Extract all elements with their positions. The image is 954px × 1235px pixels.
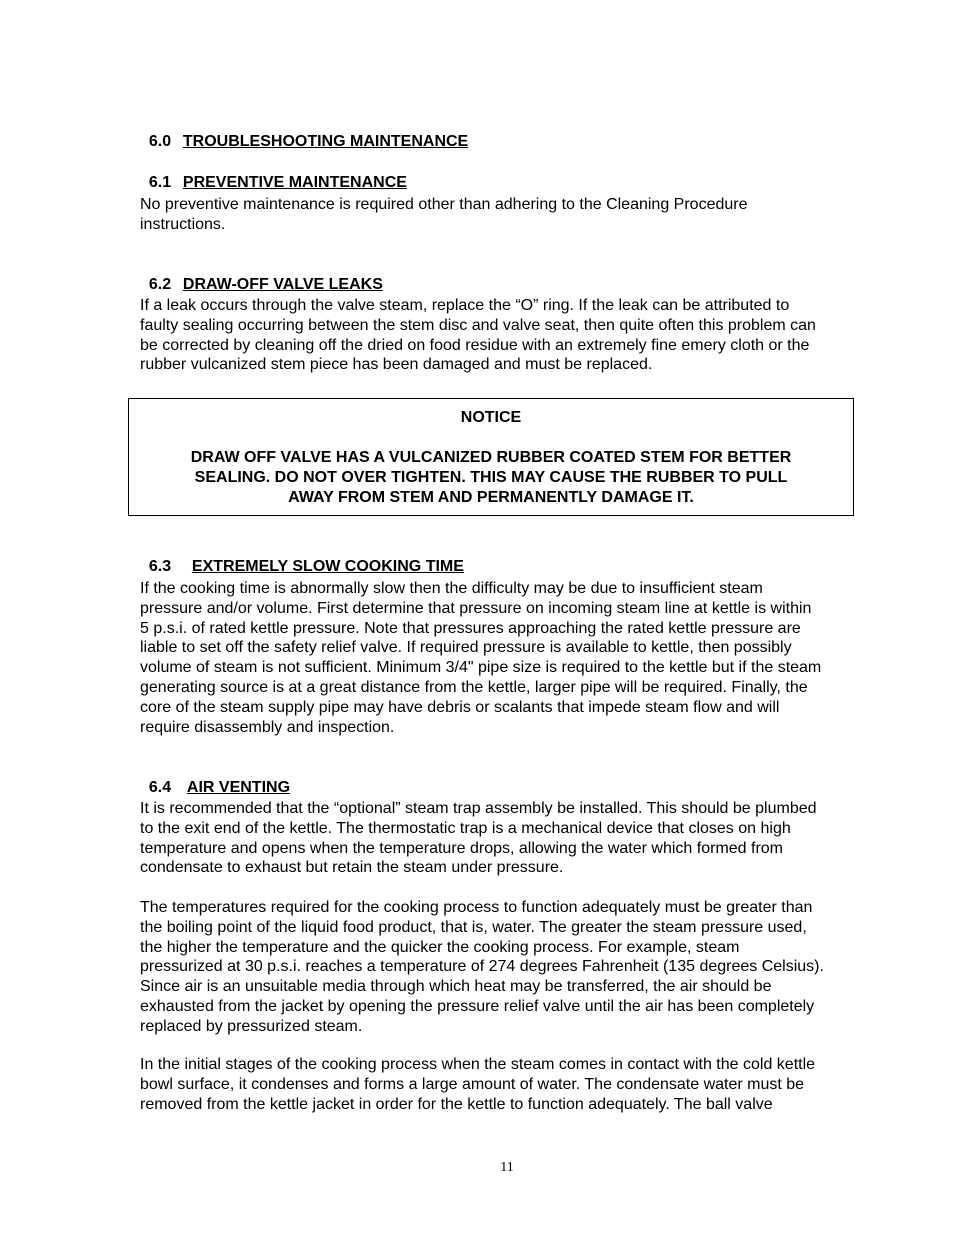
text-line: No preventive maintenance is required other than adhering to the Cleaning Procedure [140, 196, 748, 213]
text-line: to the exit end of the kettle. The thermostatic trap is a mechanical device that closes on high [140, 819, 791, 837]
page-number: 11 [500, 1160, 514, 1175]
text-line: faulty sealing occurring between the stem disc and valve seat, then quite often this problem can [140, 316, 816, 334]
section-6-4-heading [140, 758, 880, 798]
text-line: replaced by pressurized steam. [140, 1017, 363, 1035]
notice-box [128, 398, 854, 516]
section-6-4-paragraph-2 [140, 898, 880, 1037]
text-line: pressure and/or volume. First determine that pressure on incoming steam line at kettle is within [140, 599, 812, 617]
section-6-3-heading [140, 537, 880, 577]
text-line: liable to set off the safety relief valve. If required pressure is available to kettle, then possibly [140, 639, 792, 657]
text-line: temperature and opens when the temperature drops, allowing the water which formed from [140, 839, 784, 857]
text-line: Since air is an unsuitable media through which heat may be transferred, the air should be [140, 978, 772, 996]
text-line: the boiling point of the liquid food product, that is, water. The greater the steam pressure used, [140, 918, 807, 936]
text-line: exhausted from the jacket by opening the pressure relief valve until the air has been completely [140, 997, 815, 1015]
section-title: PREVENTIVE MAINTENANCE [182, 174, 407, 191]
section-number: 6.0 [148, 133, 172, 150]
section-6-4-paragraph-1 [140, 799, 880, 878]
section-6-2-heading [140, 255, 880, 295]
text-line: If a leak occurs through the valve steam, replace the “O” ring. If the leak can be attributed to [140, 297, 790, 314]
section-6-2-paragraph [140, 296, 880, 375]
notice-body [129, 448, 853, 508]
section-title: AIR VENTING [186, 779, 291, 796]
notice-line: DRAW OFF VALVE HAS A VULCANIZED RUBBER COATED STEM FOR BETTER [190, 449, 792, 466]
text-line: removed from the kettle jacket in order for the kettle to function adequately. The ball valve [140, 1095, 773, 1113]
section-6-1-paragraph [140, 195, 880, 235]
section-6-3-paragraph [140, 579, 880, 737]
section-number: 6.2 [148, 276, 172, 293]
section-6-4-paragraph-3 [140, 1055, 880, 1114]
text-line: require disassembly and inspection. [140, 718, 395, 736]
section-number: 6.3 [148, 558, 172, 575]
text-line: generating source is at a great distance from the kettle, larger pipe will be required. Finally, the [140, 678, 808, 696]
text-line: rubber vulcanized stem piece has been damaged and must be replaced. [140, 356, 653, 374]
section-number: 6.1 [148, 174, 172, 191]
text-line: instructions. [140, 215, 226, 233]
text-line: 5 p.s.i. of rated kettle pressure. Note that pressures approaching the rated kettle pressure are [140, 619, 801, 637]
text-line: volume of steam is not sufficient. Minimum 3/4" pipe size is required to the kettle but if the steam [140, 659, 822, 677]
text-line: core of the steam supply pipe may have debris or scalants that impede steam flow and will [140, 698, 780, 716]
text-line: condensate to exhaust but retain the steam under pressure. [140, 859, 564, 877]
text-line: If the cooking time is abnormally slow then the difficulty may be due to insufficient steam [140, 580, 763, 597]
notice-line: AWAY FROM STEM AND PERMANENTLY DAMAGE IT. [288, 489, 694, 506]
section-title: DRAW-OFF VALVE LEAKS [182, 276, 383, 293]
section-6-0-heading [140, 112, 880, 152]
section-title: EXTREMELY SLOW COOKING TIME [191, 558, 464, 575]
section-number: 6.4 [148, 779, 172, 796]
text-line: bowl surface, it condenses and forms a large amount of water. The condensate water must be [140, 1075, 805, 1093]
text-line: The temperatures required for the cooking process to function adequately must be greater than [140, 899, 813, 916]
text-line: It is recommended that the “optional” steam trap assembly be installed. This should be plumbed [140, 800, 817, 817]
text-line: In the initial stages of the cooking process when the steam comes in contact with the cold kettle [140, 1056, 816, 1073]
section-6-1-heading [140, 153, 880, 193]
text-line: the higher the temperature and the quicker the cooking process. For example, steam [140, 938, 740, 956]
notice-line: SEALING. DO NOT OVER TIGHTEN. THIS MAY CAUSE THE RUBBER TO PULL [194, 469, 788, 486]
section-title: TROUBLESHOOTING MAINTENANCE [182, 133, 469, 150]
notice-title: NOTICE [460, 409, 522, 426]
text-line: pressurized at 30 p.s.i. reaches a temperature of 274 degrees Fahrenheit (135 degrees Celsius). [140, 958, 824, 976]
text-line: be corrected by cleaning off the dried on food residue with an extremely fine emery cloth or the [140, 336, 810, 354]
